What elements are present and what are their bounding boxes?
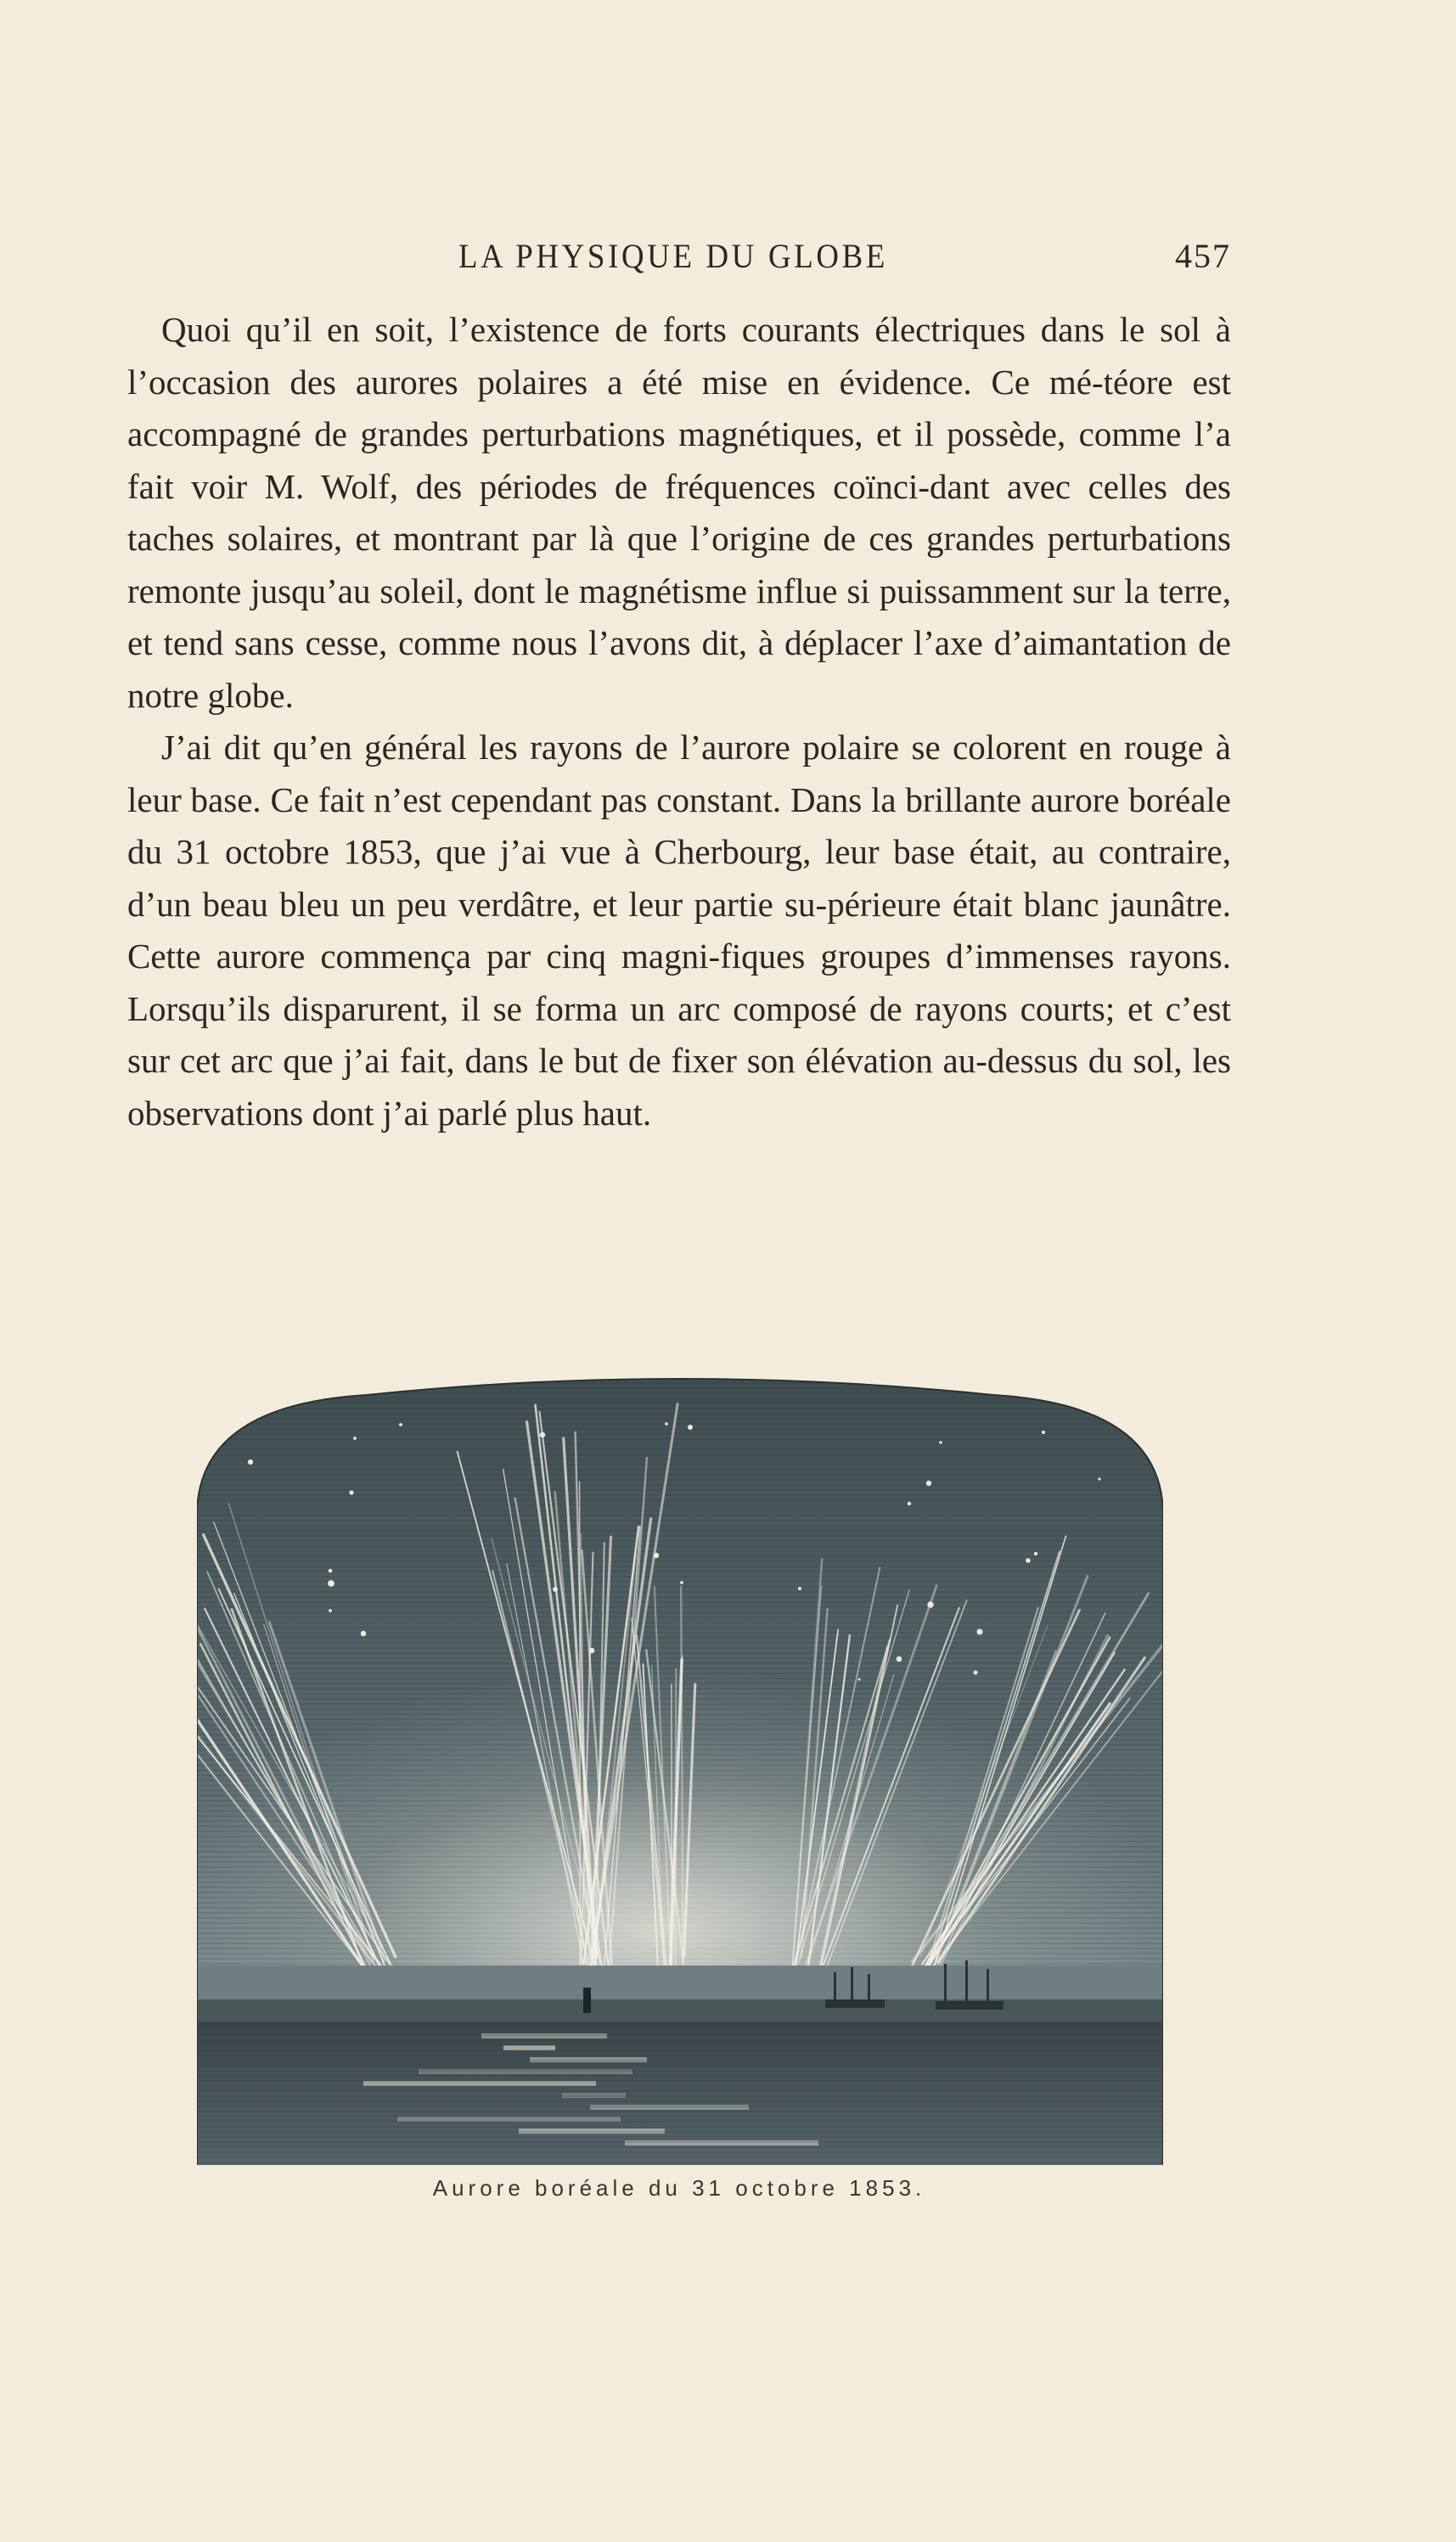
star — [329, 1569, 333, 1573]
star — [1034, 1552, 1037, 1555]
star — [926, 1481, 931, 1486]
star — [329, 1609, 332, 1612]
star — [908, 1502, 911, 1505]
star — [897, 1656, 902, 1662]
star — [1042, 1431, 1045, 1434]
star — [248, 1459, 253, 1465]
star — [1098, 1477, 1100, 1480]
star — [349, 1490, 353, 1494]
paragraph: Quoi qu’il en soit, l’existence de forts courants électriques dans le sol à l’occasion des aurores polaires a été mise en évidence. Ce mé-téore est accompagné de grandes perturbations magnétiques, et il possède, comme l’a fait voir M. Wolf, des périodes de fréquences coïnci-dant avec celles des taches solaires, et montrant par là que l’origine de ces grandes perturbations remonte jusqu’au soleil, dont le magnétisme influe si puissamment sur la terre, et tend sans cesse, comme nous l’avons dit, à déplacer l’axe d’aimantation de notre globe. — [127, 310, 1231, 715]
star — [399, 1423, 402, 1426]
star — [361, 1631, 366, 1636]
star — [553, 1587, 558, 1592]
star — [654, 1553, 659, 1558]
star — [328, 1580, 334, 1587]
aurora-ray — [580, 1482, 581, 1973]
star — [540, 1432, 545, 1437]
star — [688, 1425, 693, 1430]
star — [977, 1629, 983, 1635]
star — [939, 1441, 942, 1444]
star — [974, 1671, 978, 1675]
star — [680, 1581, 683, 1584]
page-number: 457 — [1175, 237, 1231, 275]
page-header — [127, 236, 1231, 278]
aurora-engraving — [197, 1371, 1163, 2165]
star — [353, 1437, 357, 1440]
star — [1026, 1558, 1031, 1563]
star — [927, 1601, 933, 1607]
star — [858, 1679, 861, 1681]
star — [665, 1422, 668, 1426]
running-title: LA PHYSIQUE DU GLOBE — [458, 237, 888, 275]
aurora-illustration — [197, 1371, 1163, 2165]
star — [798, 1587, 801, 1590]
paragraph: J’ai dit qu’en général les rayons de l’aurore polaire se colorent en rouge à leur base. Ce fait n’est cependant pas constant. Dans la brillante aurore boréale du 31 octobre 1853, que j’ai vue à Cherbourg, leur base était, au contraire, d’un beau bleu un peu verdâtre, et leur partie su-périeure était blanc jaunâtre. Cette aurore commença par cinq magni-fiques groupes d’immenses rayons. Lorsqu’ils disparurent, il se forma un arc composé de rayons courts; et c’est sur cet arc que j’ai fait, dans le but de fixer son élévation au-dessus du sol, les observations dont j’ai parlé plus haut. — [127, 728, 1231, 1133]
figure-caption: Aurore boréale du 31 octobre 1853. — [432, 2175, 926, 2201]
body-text — [127, 304, 1231, 1139]
star — [589, 1648, 595, 1654]
